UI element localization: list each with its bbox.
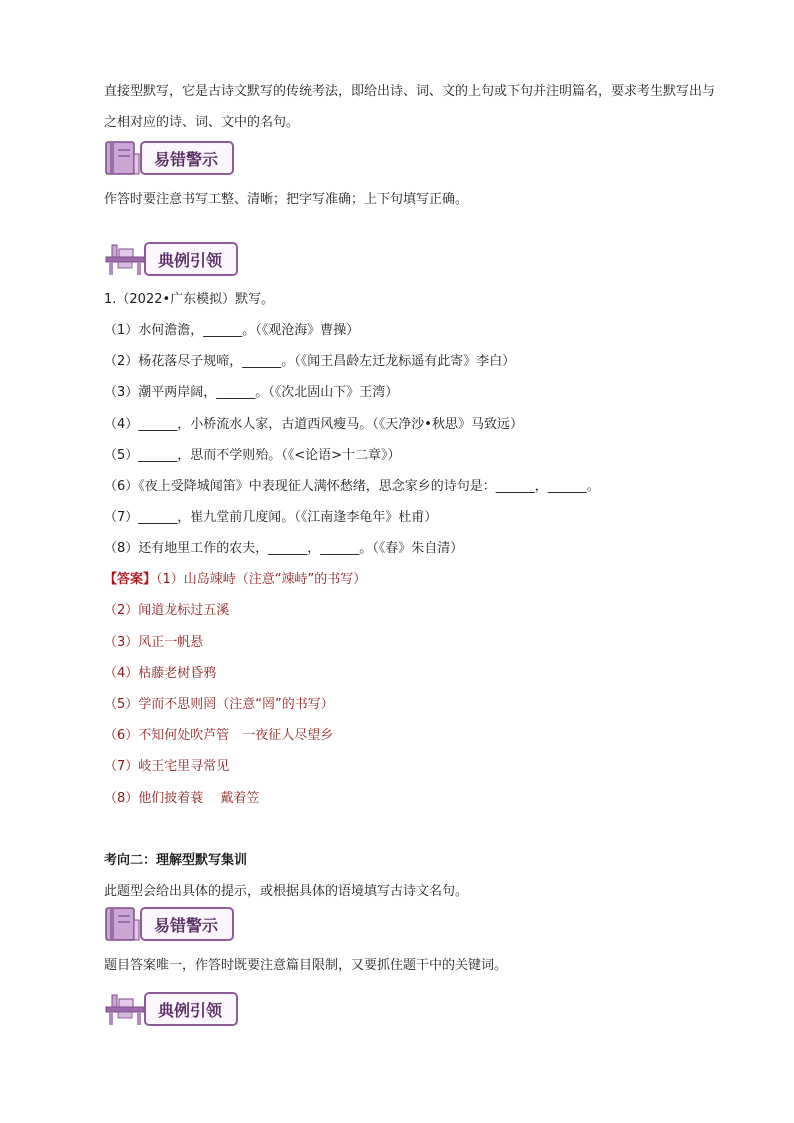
- question-item: （8）还有地里工作的农夫，______，______。（《春》朱自清）: [104, 541, 464, 556]
- question-item: （1）水何澹澹，______。（《观沧海》曹操）: [104, 323, 360, 338]
- answer-first: [104, 568, 366, 587]
- answer-item: （6）不知何处吹芦管 一夜征人尽望乡: [104, 728, 334, 743]
- answer-item: （8）他们披着蓑 戴着笠: [104, 791, 260, 806]
- answer-item: （5）学而不思则罔（注意“罔”的书写）: [104, 697, 334, 712]
- book-icon: [104, 140, 142, 176]
- desk-icon: [104, 991, 146, 1027]
- warning-label-1: 易错警示: [140, 141, 234, 175]
- warning-text-1: 作答时要注意书写工整、清晰；把字写准确；上下句填写正确。: [104, 192, 469, 207]
- question-item: （2）杨花落尽子规啼，______。（《闻王昌龄左迁龙标遥有此寄》李白）: [104, 354, 516, 369]
- warning-label-2: 易错警示: [140, 907, 234, 941]
- question-item: （3）潮平两岸阔，______。（《次北固山下》王湾）: [104, 385, 399, 400]
- section-2-desc: 此题型会给出具体的提示，或根据具体的语境填写古诗文名句。: [104, 884, 469, 899]
- question-item: （6）《夜上受降城闻笛》中表现征人满怀愁绪，思念家乡的诗句是：______，______。: [104, 479, 600, 494]
- section-2-warning: 题目答案唯一，作答时既要注意篇目限制，又要抓住题干中的关键词。: [104, 958, 508, 973]
- question-item: （5）______，思而不学则殆。（《<论语>十二章》）: [104, 448, 401, 463]
- example-label-1: 典例引领: [144, 242, 238, 276]
- book-icon: [104, 906, 142, 942]
- answer-item: （7）岐王宅里寻常见: [104, 759, 230, 774]
- example-label-2: 典例引领: [144, 992, 238, 1026]
- warning-banner-2: [104, 906, 234, 942]
- question-item: （4）______，小桥流水人家，古道西风瘦马。（《天净沙•秋思》马致远）: [104, 417, 523, 432]
- intro-paragraph: 直接型默写，它是古诗文默写的传统考法，即给出诗、词、文的上句或下句并注明篇名，要求考生默写出与之相对应的诗、词、文中的名句。: [104, 84, 716, 130]
- warning-banner-1: [104, 140, 234, 176]
- section-2-title: 考向二：理解型默写集训: [104, 853, 248, 868]
- question-stem: 1.（2022•广东模拟）默写。: [104, 292, 275, 307]
- answer-tag: 【答案】: [104, 572, 157, 587]
- example-banner-1: [104, 241, 238, 277]
- example-banner-2: [104, 991, 238, 1027]
- question-item: （7）______，崔九堂前几度闻。（《江南逢李龟年》杜甫）: [104, 510, 438, 525]
- answer-item: （4）枯藤老树昏鸦: [104, 666, 217, 681]
- desk-icon: [104, 241, 146, 277]
- answer-item: （1）山岛竦峙（注意“竦峙”的书写）: [156, 572, 367, 587]
- answer-item: （2）闻道龙标过五溪: [104, 603, 230, 618]
- answer-item: （3）风正一帆悬: [104, 635, 204, 650]
